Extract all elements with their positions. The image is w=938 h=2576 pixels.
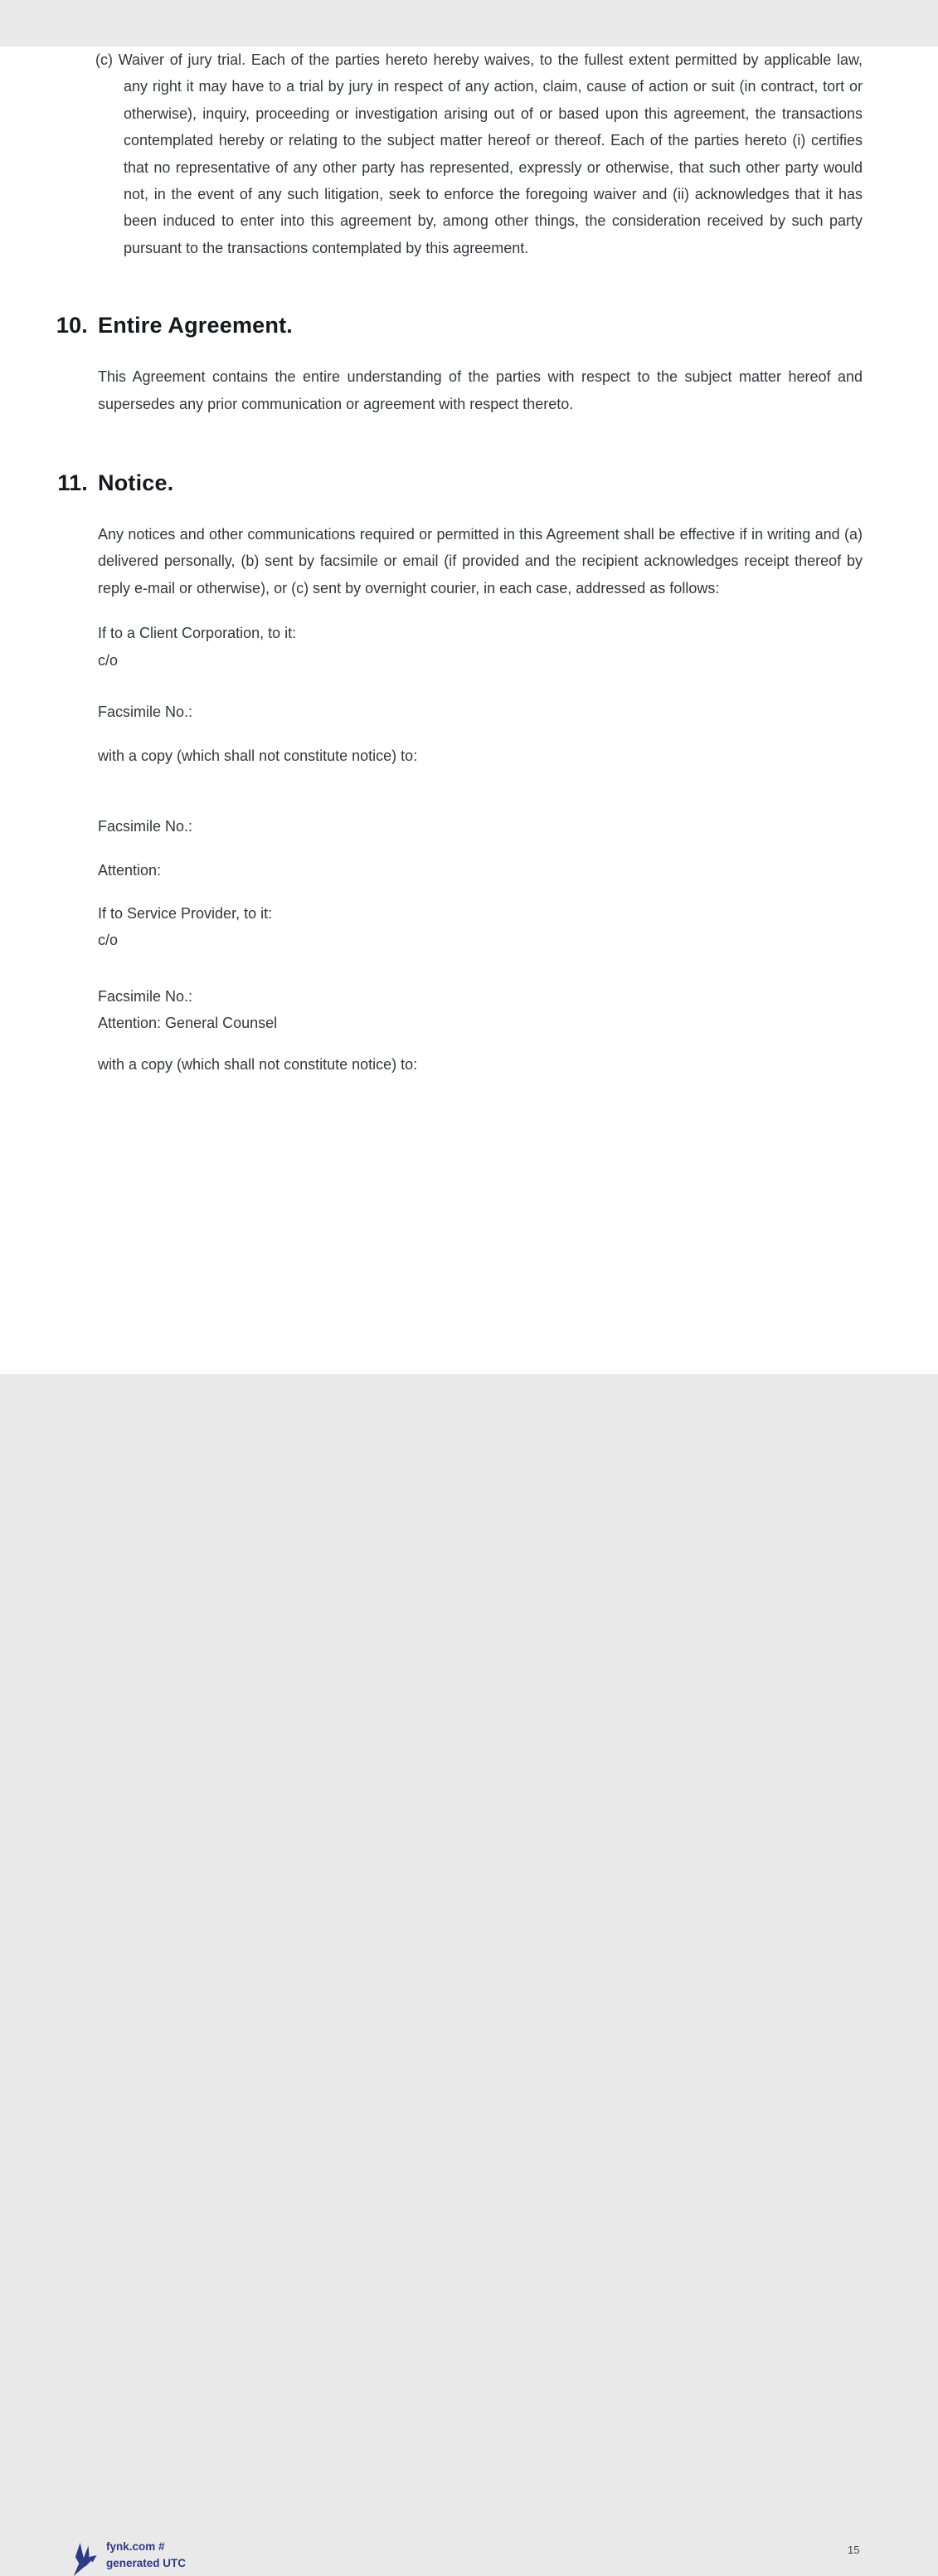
notice-line: Attention: [98, 862, 162, 879]
page-footer [0, 1291, 938, 2569]
notice-line: with a copy (which shall not constitute notice) to: [98, 1056, 418, 1074]
origami-bird-logo-icon [72, 2543, 99, 2576]
section-heading-notice [57, 468, 863, 498]
notice-block-copy-to [0, 743, 938, 769]
section-title: Notice. [98, 470, 174, 496]
document-page [0, 46, 938, 2569]
notice-line: Attention: General Counsel [98, 1014, 278, 1031]
section-title: Entire Agreement. [98, 313, 293, 338]
clause-c-text: Waiver of jury trial. Each of the parties hereto hereby waives, to the fullest extent permitted by applicable law, any right it may have to a trial by jury in respect of any action, claim, cause of action or suit (in contract, tort or otherwise), inquiry, proceeding or investigation arising out of or based upon this agreement, the transactions contemplated hereby or relating to the subject matter hereof or thereof. Each of the parties hereto (i) certifies that no representative of any other party has represented, expressly or otherwise, that such other party would not, in the event of any such litigation, seek to enforce the foregoing waiver and (ii) acknowledges that it has been induced to enter into this agreement by, among other things, the consideration received by such party pursuant to the transactions contemplated by this agreement. [118, 51, 863, 256]
notice-line: Facsimile No.: [98, 704, 193, 721]
section-10-paragraph: This Agreement contains the entire understanding of the parties with respect to the subject matter hereof and supersedes any prior communication or agreement with respect thereto. [98, 368, 863, 412]
page-number: 15 [848, 2544, 860, 2556]
notice-block-service-provider [0, 900, 938, 954]
notice-block-attention [0, 857, 938, 884]
notice-line: Facsimile No.: [98, 817, 193, 835]
notice-line: If to a Client Corporation, to it: [98, 625, 297, 642]
clause-c-marker: (c) [95, 51, 113, 68]
section-number: 11. [57, 470, 88, 496]
notice-line: with a copy (which shall not constitute notice) to: [98, 747, 418, 764]
notice-line: If to Service Provider, to it: [98, 904, 273, 922]
notice-block-client-corporation [0, 620, 938, 674]
notice-block-copy-to-2 [0, 1051, 938, 1078]
notice-block-facsimile-2 [0, 813, 938, 840]
footer-brand-line1: fynk.com # [106, 2540, 165, 2553]
notice-line: c/o [98, 651, 119, 669]
notice-line: c/o [98, 932, 119, 949]
section-number: 10. [56, 313, 88, 338]
section-11-paragraph: Any notices and other communications required or permitted in this Agreement shall be effective if in writing and (a) delivered personally, (b) sent by facsimile or email (if provided and the recipient acknowledges receipt thereof by reply e-mail or otherwise), or (c) sent by overnight courier, in each case, addressed as follows: [98, 526, 863, 597]
footer-brand-text [106, 2539, 186, 2572]
clause-c-paragraph [95, 46, 863, 261]
notice-block-facsimile-3 [0, 983, 938, 1037]
notice-block-facsimile [0, 699, 938, 725]
notice-line: Facsimile No.: [98, 987, 193, 1005]
footer-brand-line2: generated UTC [106, 2557, 187, 2569]
section-heading-entire-agreement [56, 310, 863, 340]
